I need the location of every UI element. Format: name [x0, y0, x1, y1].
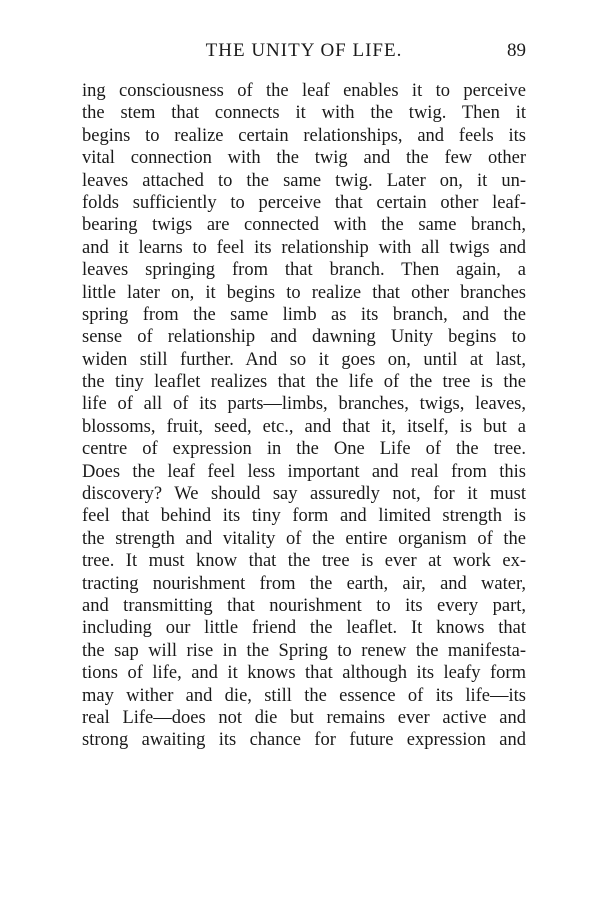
text-line: spring from the same limb as its branch, and the: [82, 304, 526, 325]
text-line: leaves springing from that branch. Then again, a: [82, 260, 526, 281]
text-line: the sap will rise in the Spring to renew the manifesta-: [82, 640, 526, 661]
text-line: tracting nourishment from the earth, air, and water,: [82, 573, 526, 594]
text-line: Does the leaf feel less important and real from this: [82, 461, 526, 482]
running-head: [82, 40, 526, 66]
text-line: real Life—does not die but remains ever active and: [82, 707, 526, 728]
text-line: and it learns to feel its relationship with all twigs and: [82, 237, 526, 258]
running-title: THE UNITY OF LIFE.: [205, 40, 403, 61]
text-line: may wither and die, still the essence of its life—its: [82, 685, 526, 706]
text-line: little later on, it begins to realize that other branches: [82, 282, 526, 303]
text-line: sense of relationship and dawning Unity begins to: [82, 327, 526, 348]
page-number: 89: [507, 40, 526, 61]
text-line: strong awaiting its chance for future expression and: [82, 730, 526, 751]
text-line: tions of life, and it knows that although its leafy form: [82, 663, 526, 684]
body-text: [82, 80, 526, 752]
text-line: the tiny leaflet realizes that the life of the tree is the: [82, 372, 526, 393]
text-line: discovery? We should say assuredly not, for it must: [82, 484, 526, 505]
text-line: leaves attached to the same twig. Later on, it un-: [82, 170, 526, 191]
text-line: folds sufficiently to perceive that certain other leaf-: [82, 192, 526, 213]
text-line: widen still further. And so it goes on, until at last,: [82, 349, 526, 370]
text-line: bearing twigs are connected with the same branch,: [82, 215, 526, 236]
text-line: life of all of its parts—limbs, branches, twigs, leaves,: [82, 394, 526, 415]
text-line: ing consciousness of the leaf enables it to perceive: [82, 81, 526, 101]
text-line: the stem that connects it with the twig. Then it: [82, 103, 526, 124]
text-line: the strength and vitality of the entire organism of the: [82, 528, 526, 549]
text-line: centre of expression in the One Life of the tree.: [82, 439, 526, 460]
text-line: and transmitting that nourishment to its every part,: [82, 595, 526, 616]
text-line: vital connection with the twig and the few other: [82, 148, 526, 169]
text-line: including our little friend the leaflet. It knows that: [82, 618, 526, 639]
text-line: blossoms, fruit, seed, etc., and that it, itself, is but a: [82, 416, 526, 437]
text-line: feel that behind its tiny form and limited strength is: [82, 506, 526, 527]
text-line: tree. It must know that the tree is ever at work ex-: [82, 551, 526, 572]
text-line: begins to realize certain relationships, and feels its: [82, 125, 526, 146]
